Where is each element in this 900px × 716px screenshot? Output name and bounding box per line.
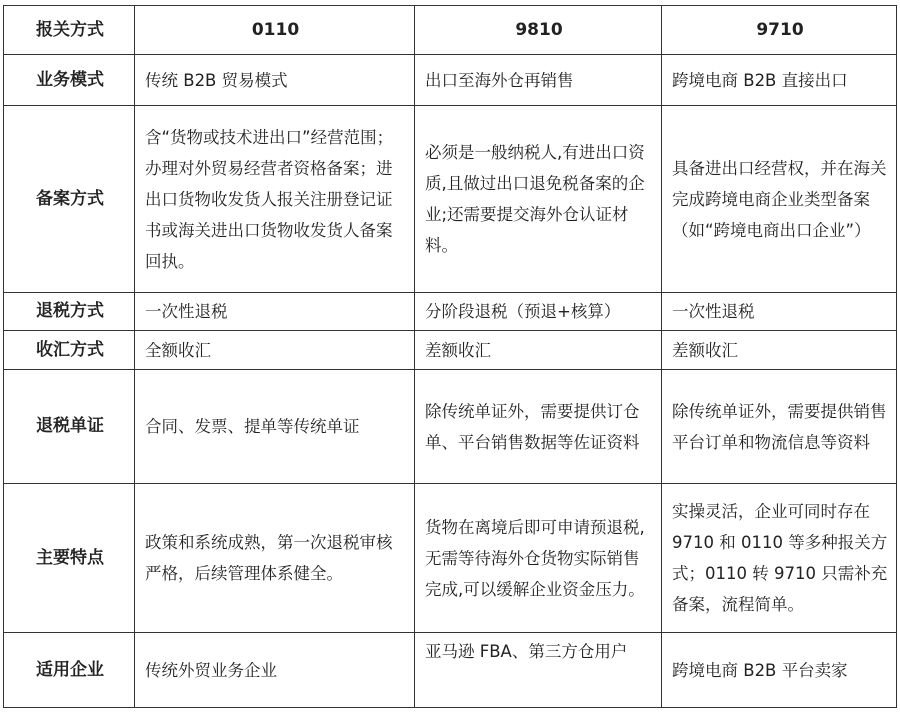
table-cell: 政策和系统成熟，第一次退税审核严格，后续管理体系健全。 (135, 484, 415, 633)
table-row (4, 106, 897, 293)
customs-comparison-table (3, 5, 897, 708)
table-cell: 差额收汇 (662, 331, 897, 370)
table-cell: 分阶段退税（预退+核算） (415, 293, 662, 331)
table-cell: 差额收汇 (415, 331, 662, 370)
table-cell: 含“货物或技术进出口”经营范围；办理对外贸易经营者资格备案；进出口货物收发货人报关注册登记证书或海关进出口货物收发货人备案回执。 (135, 106, 415, 293)
header-cell: 9710 (662, 6, 897, 55)
row-label: 退税方式 (4, 293, 135, 331)
row-label: 业务模式 (4, 55, 135, 106)
row-label: 退税单证 (4, 370, 135, 484)
header-cell: 报关方式 (4, 6, 135, 55)
table-cell: 合同、发票、提单等传统单证 (135, 370, 415, 484)
row-label: 备案方式 (4, 106, 135, 293)
header-cell: 0110 (135, 6, 415, 55)
table-cell: 传统外贸业务企业 (135, 633, 415, 708)
row-label: 主要特点 (4, 484, 135, 633)
table-row (4, 55, 897, 106)
table-cell: 实操灵活，企业可同时存在 9710 和 0110 等多种报关方式；0110 转 9710 只需补充备案，流程简单。 (662, 484, 897, 633)
table-row (4, 370, 897, 484)
table-cell: 货物在离境后即可申请预退税,无需等待海外仓货物实际销售完成,可以缓解企业资金压力。 (415, 484, 662, 633)
row-label: 收汇方式 (4, 331, 135, 370)
table-cell: 一次性退税 (662, 293, 897, 331)
table-row (4, 633, 897, 708)
table-cell: 出口至海外仓再销售 (415, 55, 662, 106)
table-cell: 必须是一般纳税人,有进出口资质,且做过出口退免税备案的企业;还需要提交海外仓认证材料。 (415, 106, 662, 293)
table-cell: 跨境电商 B2B 直接出口 (662, 55, 897, 106)
table-row (4, 331, 897, 370)
table-cell: 亚马逊 FBA、第三方仓用户 (415, 633, 662, 708)
row-label: 适用企业 (4, 633, 135, 708)
table-cell: 除传统单证外，需要提供订仓单、平台销售数据等佐证资料 (415, 370, 662, 484)
table-row (4, 293, 897, 331)
table-cell: 传统 B2B 贸易模式 (135, 55, 415, 106)
table-cell: 跨境电商 B2B 平台卖家 (662, 633, 897, 708)
table-cell: 除传统单证外，需要提供销售平台订单和物流信息等资料 (662, 370, 897, 484)
table-row (4, 484, 897, 633)
table-cell: 全额收汇 (135, 331, 415, 370)
header-cell: 9810 (415, 6, 662, 55)
table-cell: 具备进出口经营权，并在海关完成跨境电商企业类型备案（如“跨境电商出口企业”） (662, 106, 897, 293)
table-cell: 一次性退税 (135, 293, 415, 331)
header-row (4, 6, 897, 55)
